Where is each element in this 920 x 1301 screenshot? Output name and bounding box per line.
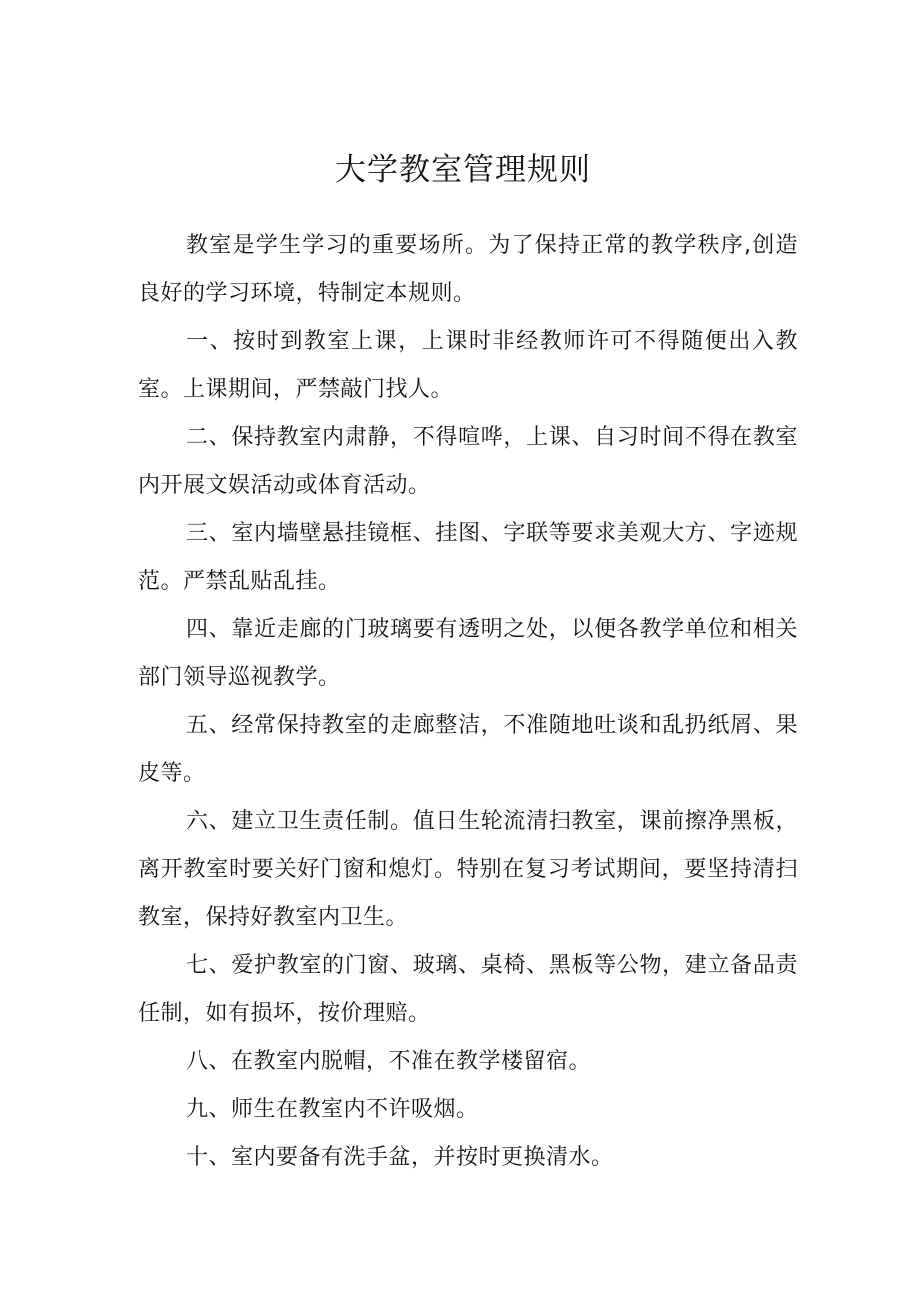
- rule-7-paragraph: 七、爱护教室的门窗、玻璃、桌椅、黑板等公物，建立备品责任制，如有损坏，按价理赔。: [138, 953, 798, 1026]
- rule-10-paragraph: 十、室内要备有洗手盆，并按时更换清水。: [186, 1145, 614, 1170]
- rule-9-paragraph: 九、师生在教室内不许吸烟。: [186, 1097, 479, 1122]
- document-body: [138, 222, 798, 1182]
- rule-4-paragraph: 四、靠近走廊的门玻璃要有透明之处，以便各教学单位和相关部门领导巡视教学。: [138, 617, 798, 690]
- rule-2-paragraph: 二、保持教室内肃静，不得喧哗，上课、自习时间不得在教室内开展文娱活动或体育活动。: [138, 425, 798, 498]
- rule-6-paragraph: 六、建立卫生责任制。值日生轮流清扫教室，课前擦净黑板，离开教室时要关好门窗和熄灯。特别在复习考试期间，要坚持清扫教室，保持好教室内卫生。: [138, 809, 798, 930]
- document-title: 大学教室管理规则: [335, 152, 591, 188]
- rule-8-paragraph: 八、在教室内脱帽，不准在教学楼留宿。: [186, 1049, 592, 1074]
- rule-1-paragraph: 一、按时到教室上课，上课时非经教师许可不得随便出入教室。上课期间，严禁敲门找人。: [138, 329, 798, 402]
- rule-5-paragraph: 五、经常保持教室的走廊整洁，不准随地吐谈和乱扔纸屑、果皮等。: [138, 713, 798, 786]
- intro-paragraph: 教室是学生学习的重要场所。为了保持正常的教学秩序,创造良好的学习环境，特制定本规则。: [138, 233, 798, 306]
- rule-3-paragraph: 三、室内墙壁悬挂镜框、挂图、字联等要求美观大方、字迹规范。严禁乱贴乱挂。: [138, 521, 798, 594]
